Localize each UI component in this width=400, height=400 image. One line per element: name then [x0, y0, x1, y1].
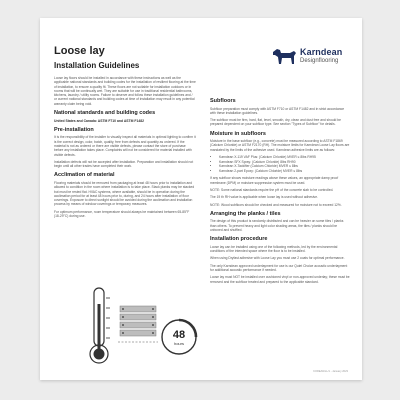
section-paragraph: Flooring materials should be removed from packaging at least 48 hours prior to installation and allowed to condition in the room where installation is to take place. Stack planks may be stacked but must be rested flat. HVAC systems, where available, should be in operation during the acclimation period for at least 48 hours prior to, during, and 24 hours after installation of floor coverings. Exposure to direct sunlight should be avoided during the acclimation and installation process by means of window coverings or temporary measures. [54, 180, 195, 207]
section-paragraph: If any subfloor shows moisture readings above these values, an appropriate damp proof membrane (DPM) or moisture suppression system must be used. [210, 176, 339, 185]
badge-value: 48 [172, 329, 186, 341]
section-paragraph: When using Dryfast adhesive with Loose Lay you must use 2 coats for optimal performance. [210, 256, 345, 261]
section-paragraph: Loose lay must NOT be installed over cushioned vinyl or non-approved underlay; these must be removed and the subfloor treated and prepared to the applicable standard. [210, 275, 350, 284]
badge-unit: hours [173, 341, 185, 346]
right-column [210, 94, 350, 287]
list-item: • Karndean SFX Spray: (Calcium Chloride) 8lbs RH90 [219, 160, 350, 165]
document-page [40, 18, 362, 380]
section-paragraph: NOTE: Wood subfloors should be checked and measured for moisture not to exceed 12%. [210, 202, 342, 207]
section-heading: Acclimation of material [54, 172, 115, 179]
section-heading: Pre-installation [54, 126, 94, 133]
section-heading: Installation procedure [210, 236, 268, 243]
brand-tagline: Designflooring [300, 58, 339, 64]
brand-name: Karndean [300, 47, 343, 57]
section-paragraph: Subfloor preparation must comply with ASTM F710 or ASTM F1482 and in strict accordance with these installation guidelines. [210, 106, 345, 115]
section-paragraph: The design of this product is randomly distributed and can be heavier on some tiles / planks than others. To prevent heavy and light color shading areas, the tiles / planks should be unboxed and shuffled. [210, 219, 344, 233]
section-paragraph: Installation defects will not be accepted after installation. Preparation and installation should not begin until all other trades have completed their work. [54, 159, 194, 169]
section-paragraph: The subfloor must be firm, hard, flat, level, smooth, dry, clean and dust free and should be prepared dependent on your subfloor type. See section "Types of Subfloor" for details. [210, 118, 341, 127]
list-item: • Karndean X-Tackifier (Calcium Chloride) MVER ≤ 8lbs [219, 164, 350, 169]
clock-badge-icon [160, 318, 198, 356]
section-paragraph: Loose lay can be installed using one of the following methods, led by the environmental conditions of the intended space where the floor is to be installed. [210, 244, 338, 254]
section-paragraph: Moisture in the base subfloor (e.g., concrete) must be measured according to ASTM F1869 (Calcium Chloride) or ASTM F2170 (RH). The moisture limits for Karndean Loose Lay floors are mandated by the limits of the adhesive used. Karndean adhesive limits are as follows: [210, 139, 350, 152]
page-footer: KOREAN/LL/1 - January 2023 [313, 370, 348, 373]
section-paragraph: For optimum performance, room temperature should always be maintained between 65-85°F (18-29°C) during use. [54, 209, 190, 219]
section-lead: United States and Canada: ASTM F710 and ASTM F1482 [54, 118, 144, 123]
section-heading: National standards and building codes [54, 110, 156, 117]
section-paragraph: It is the responsibility of the installer to visually inspect all materials in optimal lighting to confirm it is the correct design, color, batch, quality, free from defects and quantity as ordered. If the material is not as ordered or there are visible defects, please contact the store of purchase before any installation takes place. Complaints will not be considered for material installed with visible defects. [54, 135, 196, 157]
brand-logo [270, 44, 350, 70]
list-item: • Karndean 2-part Epoxy: (Calcium Chloride) MVER ≤ 8lbs [219, 169, 350, 174]
section-heading: Subfloors [210, 98, 236, 104]
left-column [54, 76, 196, 221]
dog-icon [270, 44, 298, 68]
adhesive-limits-list [210, 155, 350, 173]
intro-text: Loose lay floors should be installed in accordance with these instructions as well as the applicable national standards and building codes for the installation of resilient flooring at the time of installation, to ensure a quality fit. These floors are not suitable for installation outdoors or in rooms that will be continually wet. They are suitable for use in traditional residential bathrooms, kitchens, laundry / utility rooms. Failure to observe and follow these installation guidelines and / or current national standards and building codes at time of installation may result in any potential warranty claim being void. [54, 76, 196, 106]
list-item: • Karndean X-119 VAF Plus: (Calcium Chloride) MVER ≤ 8lbs RH95 [219, 155, 350, 160]
section-paragraph: The 19 th RH value is applicable when loose lay is used without adhesive. [210, 195, 318, 200]
page-subtitle: Installation Guidelines [54, 61, 140, 70]
section-heading: Arranging the planks / tiles [210, 210, 281, 217]
section-paragraph: NOTE: Some national standards require the pH of the concrete slab to be controlled. [210, 188, 334, 193]
section-paragraph: The only Karndean approved underlayment for use is our Quiet Choice acoustic underlayment for additional acoustic performance if needed. [210, 263, 348, 273]
page-title: Loose lay [54, 45, 105, 57]
section-heading: Moisture in subfloors [210, 130, 266, 137]
